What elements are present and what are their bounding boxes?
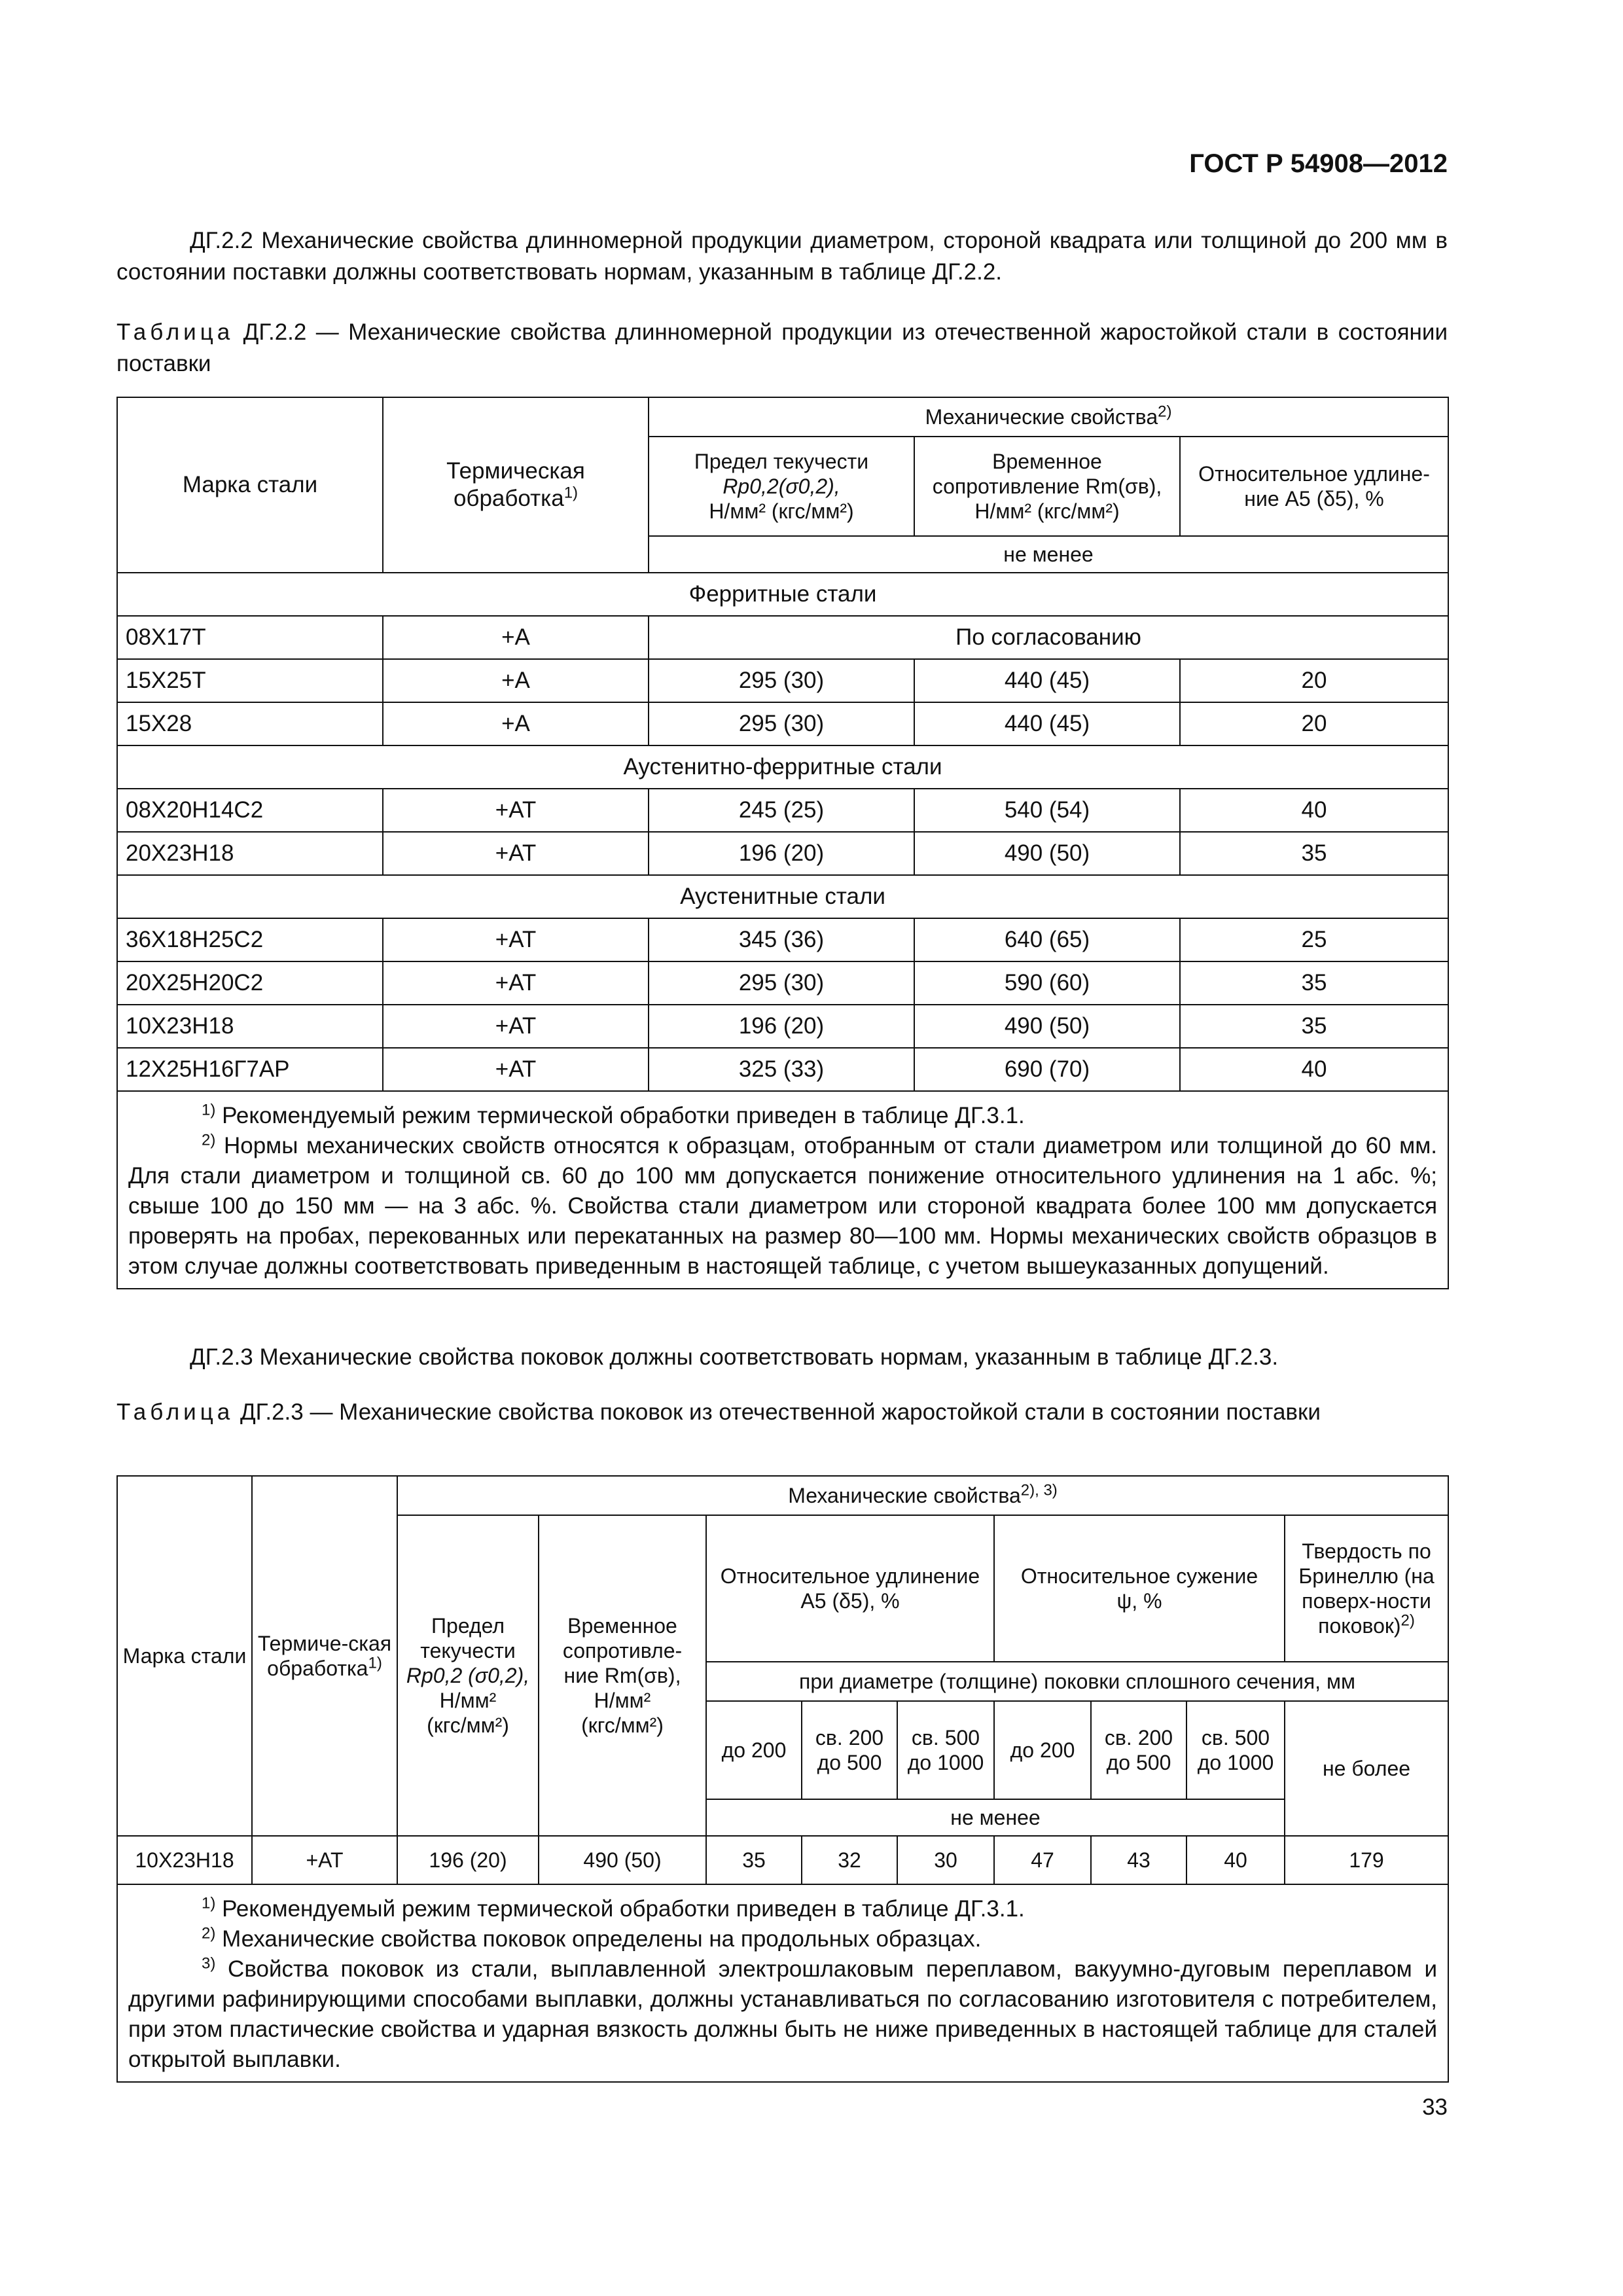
cell-grade: 20Х23Н18 [117,832,383,875]
table-row [117,1005,1448,1048]
table2-caption [116,1397,1448,1428]
cell-elong: 35 [1180,961,1448,1005]
cell-elong: 40 [1180,789,1448,832]
t2-header-e-d2: св. 200 до 500 [802,1701,897,1799]
t2-header-mech: Механические свойства$^{2), 3)}$ [397,1476,1448,1515]
t2-cell-r2: 43 [1091,1836,1186,1884]
t1-notes [117,1091,1448,1289]
cell-heat: +АТ [383,1005,649,1048]
t2-header-hardness: Твердость по Бринеллю (на поверх-ности поковок)$^{2)}$ [1285,1515,1448,1662]
table-section-row [117,745,1448,789]
table2-caption-word: Таблица [116,1399,234,1425]
cell-elong: 25 [1180,918,1448,961]
t2-cell-e3: 30 [897,1836,994,1884]
t2-header-reduct: Относительное сужение ψ, % [994,1515,1285,1662]
t1-header-min: не менее [649,536,1448,573]
paragraph-dg-2-2: ДГ.2.2 Механические свойства длинномерной продукции диаметром, стороной квадрата или толщиной до 200 мм в состоянии поставки должны соответствовать нормам, указанным в таблице ДГ.2.2. [116,228,1448,285]
cell-yield: 345 (36) [649,918,914,961]
t2-cell-r3: 40 [1186,1836,1285,1884]
cell-grade: 15Х25Т [117,659,383,702]
cell-grade: 15Х28 [117,702,383,745]
cell-grade: 20Х25Н20С2 [117,961,383,1005]
t1-note-1: $^{1)}$ Рекомендуемый режим термической обработки приведен в таблице ДГ.3.1. [202,1101,1025,1128]
t1-header-mech: Механические свойства$^{2)}$ [649,397,1448,437]
t2-header-e-d3: св. 500 до 1000 [897,1701,994,1799]
table-dg-2-2 [116,397,1449,1289]
cell-elong: 35 [1180,1005,1448,1048]
cell-yield: 325 (33) [649,1048,914,1091]
table-row [117,1048,1448,1091]
table-section-row [117,573,1448,616]
cell-grade: 10Х23Н18 [117,1005,383,1048]
t2-header-heat: Термиче-ская обработка$^{1)}$ [252,1476,397,1836]
t2-note-1: $^{1)}$ Рекомендуемый режим термической обработки приведен в таблице ДГ.3.1. [202,1894,1025,1922]
t2-note-2: $^{2)}$ Механические свойства поковок определены на продольных образцах. [202,1924,982,1952]
cell-yield: 295 (30) [649,702,914,745]
section-title: Аустенитные стали [117,875,1448,918]
table-section-row [117,875,1448,918]
cell-grade: 12Х25Н16Г7АР [117,1048,383,1091]
cell-elong: 20 [1180,659,1448,702]
t2-header-r-d1: до 200 [994,1701,1091,1799]
cell-tensile: 690 (70) [914,1048,1180,1091]
t1-header-yield: Предел текучести Rp0,2(σ0,2), Н/мм² (кгс/мм²) [649,437,914,536]
cell-tensile: 440 (45) [914,659,1180,702]
t2-header-diameter: при диаметре (толщине) поковки сплошного сечения, мм [706,1662,1448,1701]
cell-yield: 245 (25) [649,789,914,832]
table-dg-2-3 [116,1475,1449,2083]
t1-header-heat: Термическая обработка$^{1)}$ [383,397,649,573]
t2-cell-e1: 35 [706,1836,802,1884]
cell-elong: 35 [1180,832,1448,875]
cell-heat: +АТ [383,832,649,875]
cell-heat: +АТ [383,918,649,961]
cell-tensile: 540 (54) [914,789,1180,832]
cell-tensile: 490 (50) [914,832,1180,875]
t2-header-r-d3: св. 500 до 1000 [1186,1701,1285,1799]
section-title: Ферритные стали [117,573,1448,616]
table-row [117,702,1448,745]
cell-heat: +АТ [383,961,649,1005]
t2-cell-heat: +АТ [252,1836,397,1884]
t2-notes [117,1884,1448,2082]
table-row [117,918,1448,961]
t2-header-e-d1: до 200 [706,1701,802,1799]
cell-heat: +А [383,659,649,702]
table-row [117,789,1448,832]
table-row [117,832,1448,875]
table2-caption-text: ДГ.2.3 — Механические свойства поковок из отечественной жаростойкой стали в состоянии поставки [234,1399,1321,1425]
table-row [117,961,1448,1005]
t2-cell-r1: 47 [994,1836,1091,1884]
t2-cell-e2: 32 [802,1836,897,1884]
cell-grade: 08Х17Т [117,616,383,659]
t2-header-notmore: не более [1285,1701,1448,1836]
cell-tensile: 640 (65) [914,918,1180,961]
t1-header-grade: Марка стали [117,397,383,573]
t2-header-r-d2: св. 200 до 500 [1091,1701,1186,1799]
t1-note-2: $^{2)}$ Нормы механических свойств относятся к образцам, отобранным от стали диаметром или толщиной до 60 мм. Для стали диаметром и толщиной св. 60 до 100 мм допускается понижение относительного удлинения на 1 абс. %; свыше 100 до 150 мм — на 3 абс. %. Свойства стали диаметром или стороной квадрата более 100 мм допускается проверять на пробах, перекованных или перекатанных на размер 80—100 мм. Нормы механических свойств образцов в этом случае должны соответствовать приведенным в настоящей таблице, с учетом вышеуказанных допущений. [128,1131,1438,1279]
t2-note-3: $^{3)}$ Свойства поковок из стали, выплавленной электрошлаковым переплавом, вакуумно-дуговым переплавом и другими рафинирующими способами выплавки, должны устанавливаться по согласованию изготовителя с потребителем, при этом пластические свойства и ударная вязкость должны быть не ниже приведенных в настоящей таблице для сталей открытой выплавки. [128,1954,1438,2072]
section-title: Аустенитно-ферритные стали [117,745,1448,789]
t2-cell-hb: 179 [1285,1836,1448,1884]
cell-yield: 295 (30) [649,961,914,1005]
t2-header-tensile: Временное сопротивле- ние Rm(σв), Н/мм² (кгс/мм²) [539,1515,706,1836]
cell-tensile: 590 (60) [914,961,1180,1005]
t1-header-tensile: Временное сопротивление Rm(σв), Н/мм² (кгс/мм²) [914,437,1180,536]
cell-heat: +А [383,702,649,745]
cell-tensile: 490 (50) [914,1005,1180,1048]
cell-merged: По согласованию [649,616,1448,659]
t2-header-elong: Относительное удлинение A5 (δ5), % [706,1515,994,1662]
cell-heat: +А [383,616,649,659]
cell-heat: +АТ [383,1048,649,1091]
table1-caption-text: ДГ.2.2 — Механические свойства длинномерной продукции из отечественной жаростойкой стали в состоянии поставки [116,319,1448,376]
page-number: 33 [1422,2094,1448,2120]
t2-cell-grade: 10Х23Н18 [117,1836,252,1884]
t1-body [117,573,1448,1091]
t2-header-min: не менее [706,1799,1285,1836]
t2-cell-yield: 196 (20) [397,1836,539,1884]
cell-heat: +АТ [383,789,649,832]
table-row [117,616,1448,659]
paragraph-dg-2-3: ДГ.2.3 Механические свойства поковок должны соответствовать нормам, указанным в таблице ДГ.2.3. [190,1344,1279,1370]
cell-grade: 08Х20Н14С2 [117,789,383,832]
cell-yield: 196 (20) [649,832,914,875]
t1-header-elong: Относительное удлине- ние A5 (δ5), % [1180,437,1448,536]
cell-tensile: 440 (45) [914,702,1180,745]
t2-cell-tensile: 490 (50) [539,1836,706,1884]
table1-caption [116,317,1448,380]
t2-header-yield: Предел текучести Rp0,2 (σ0,2), Н/мм² (кгс/мм²) [397,1515,539,1836]
t2-header-grade: Марка стали [117,1476,252,1836]
cell-yield: 196 (20) [649,1005,914,1048]
document-header: ГОСТ Р 54908—2012 [1189,149,1448,178]
table-row [117,659,1448,702]
cell-yield: 295 (30) [649,659,914,702]
cell-grade: 36Х18Н25С2 [117,918,383,961]
table1-caption-word: Таблица [116,319,234,345]
cell-elong: 40 [1180,1048,1448,1091]
cell-elong: 20 [1180,702,1448,745]
t2-row [117,1836,1448,1884]
